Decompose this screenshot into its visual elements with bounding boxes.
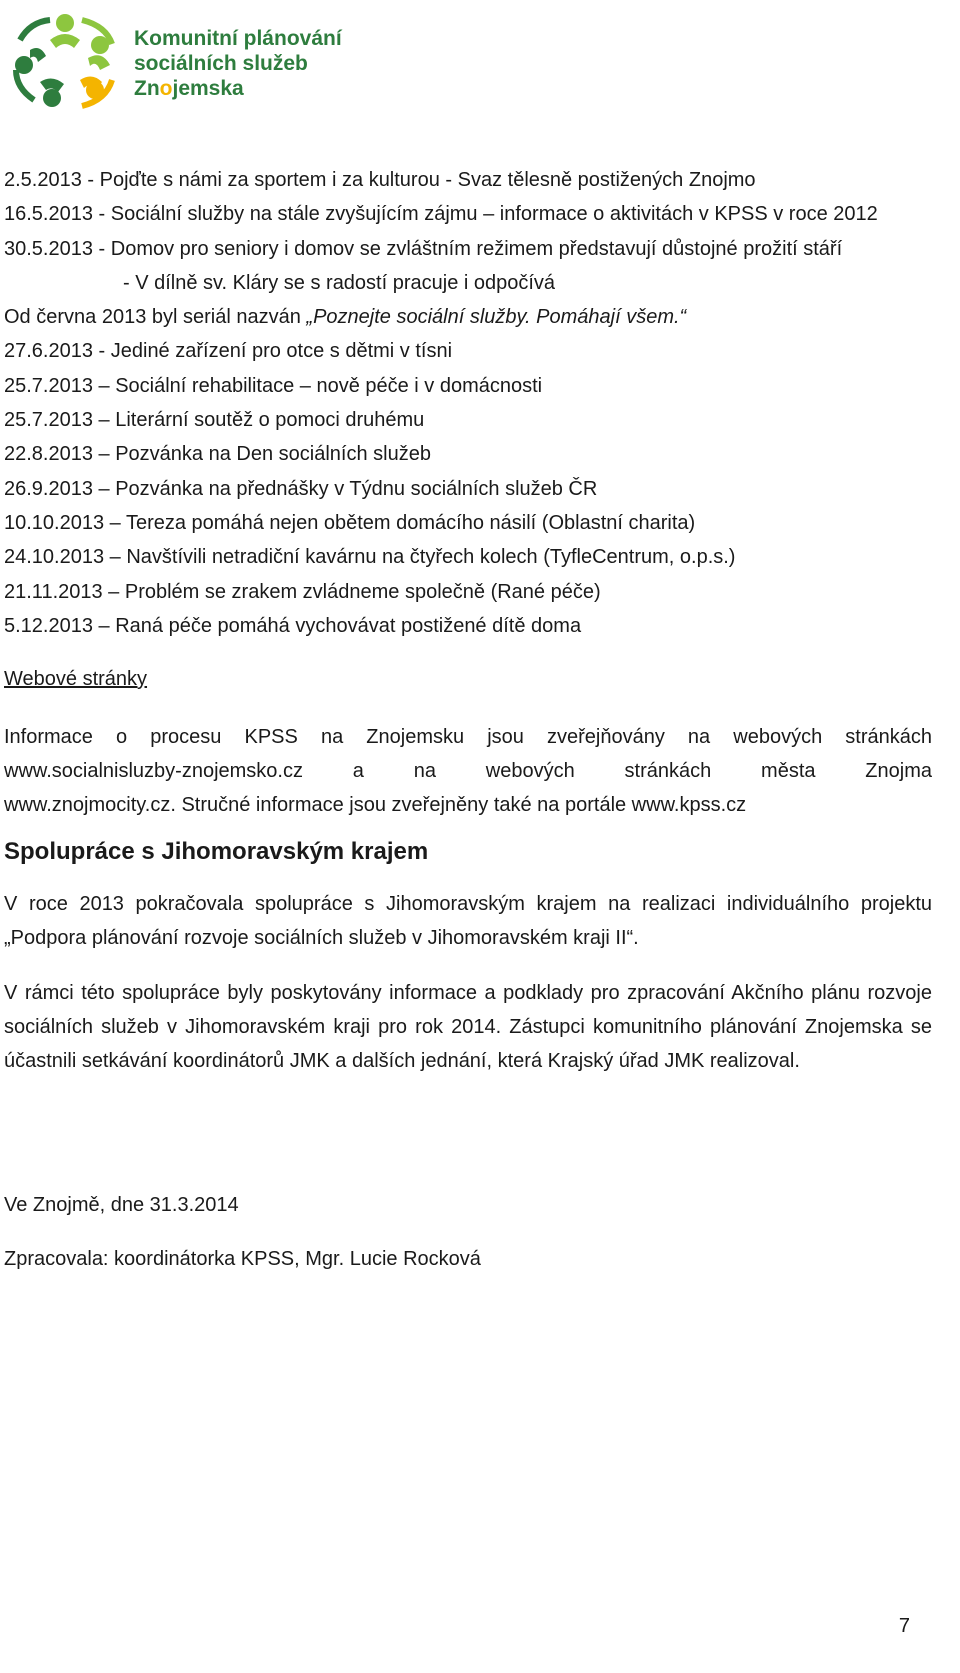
logo-line-1: Komunitní plánování [134,27,342,50]
news-item: 22.8.2013 – Pozvánka na Den sociálních služeb [4,443,431,466]
news-item: 21.11.2013 – Problém se zrakem zvládneme společně (Rané péče) [4,580,601,603]
cooperation-paragraph-1: V roce 2013 pokračovala spolupráce s Jihomoravským krajem na realizaci individuálního projektu „Podpora plánování rozvoje sociálních služeb v Jihomoravském kraji II“. [4,893,932,949]
news-item: 16.5.2013 - Sociální služby na stále zvyšujícím zájmu – informace o aktivitách v KPSS v roce 2012 [4,203,878,226]
serial-note-prefix: Od června 2013 byl seriál nazván [4,306,307,329]
news-item: 10.10.2013 – Tereza pomáhá nejen obětem domácího násilí (Oblastní charita) [4,511,696,534]
news-item: 27.6.2013 - Jediné zařízení pro otce s dětmi v tísni [4,340,453,363]
place-and-date: Ve Znojmě, dne 31.3.2014 [4,1194,239,1216]
cooperation-paragraph-2: V rámci této spolupráce byly poskytovány informace a podklady pro zpracování Akčního plánu rozvoje sociálních služeb v Jihomoravském kraji pro rok 2014. Zástupci komunitního plánování Znojemska se účastnili setkávání koordinátorů JMK a dalších jednání, která Krajský úřad JMK realizoval. [4,982,932,1072]
logo-line-2: sociálních služeb [134,52,308,75]
web-info-line: Informace o procesu KPSS na Znojemsku jsou zveřejňovány na webových stránkách [4,726,932,748]
logo-wordmark [134,26,342,101]
web-section-title: Webové stránky [4,668,148,690]
news-list [4,163,934,643]
web-info-line: www.znojmocity.cz. Stručné informace jsou zveřejněny také na portále www.kpss.cz [4,794,747,816]
logo-line-3 [134,76,342,101]
cooperation-heading: Spolupráce s Jihomoravským krajem [4,838,429,865]
logo-line-3-start: Zn [134,77,160,100]
web-info-paragraph [4,720,932,822]
news-item: 30.5.2013 - Domov pro seniory i domov se zvláštním režimem představují důstojné prožití stáří [4,237,843,260]
people-circle-logo-icon [10,10,120,110]
news-item: 26.9.2013 – Pozvánka na přednášky v Týdnu sociálních služeb ČR [4,477,598,500]
news-item: 25.7.2013 – Sociální rehabilitace – nově péče i v domácnosti [4,374,543,397]
logo-line-3-accent: o [159,77,173,100]
serial-note [4,300,934,334]
web-info-line: www.socialnisluzby-znojemsko.cz a na webových stránkách města Znojma [4,760,932,782]
kpss-logo [10,10,430,115]
news-item: 5.12.2013 – Raná péče pomáhá vychovávat postižené dítě doma [4,614,582,637]
news-item: 2.5.2013 - Pojďte s námi za sportem i za kulturou - Svaz tělesně postižených Znojmo [4,169,756,191]
news-item: 24.10.2013 – Navštívili netradiční kavárnu na čtyřech kolech (TyfleCentrum, o.p.s.) [4,546,736,569]
news-item: - V dílně sv. Kláry se s radostí pracuje i odpočívá [123,271,556,294]
news-item: 25.7.2013 – Literární soutěž o pomoci druhému [4,409,425,432]
page-number: 7 [898,1615,910,1637]
serial-note-title: „Poznejte sociální služby. Pomáhají všem.“ [306,306,687,329]
author-line: Zpracovala: koordinátorka KPSS, Mgr. Lucie Rocková [4,1248,481,1270]
logo-line-3-end: jemska [172,77,244,100]
